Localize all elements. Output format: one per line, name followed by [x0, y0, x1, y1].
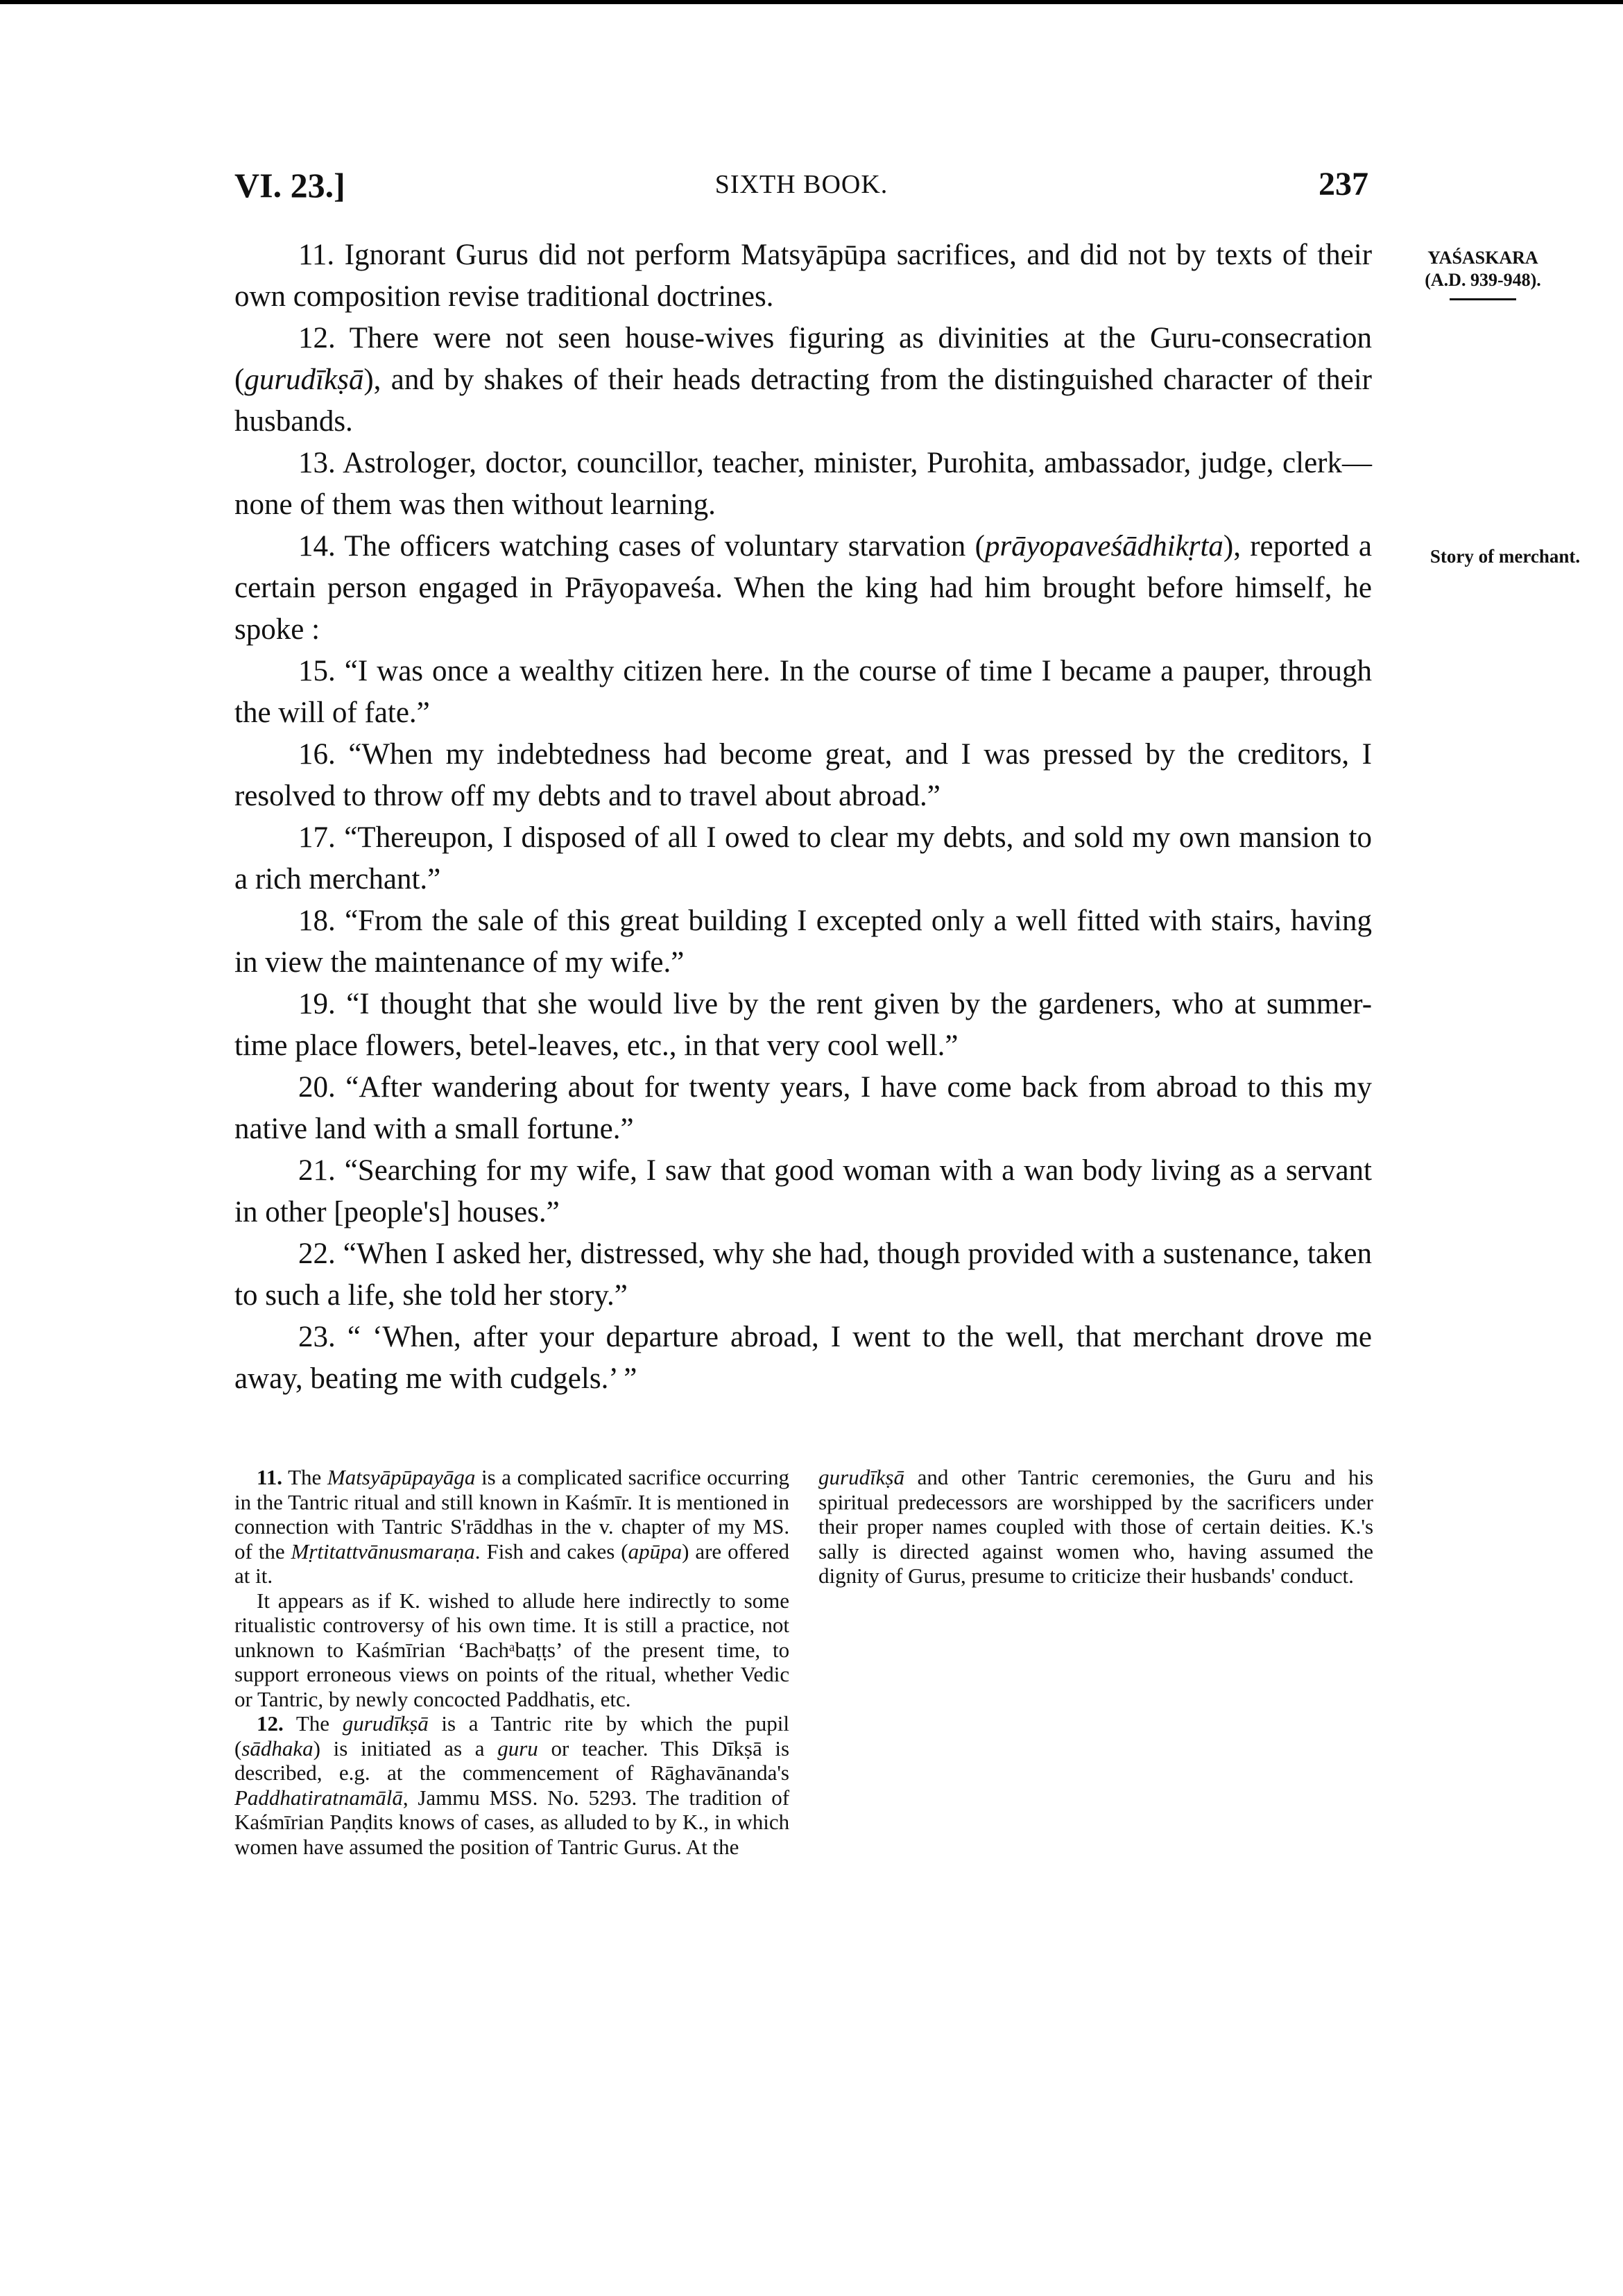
- verse-22: 22. “When I asked her, distressed, why she had, though provided with a sustenance, taken to such a life, she told her story.”: [234, 1237, 1373, 1312]
- running-header: [234, 165, 1368, 214]
- footnote-12: gurudīkṣā and other Tantric ceremonies, the Guru and his spiritual predecessors are worshipped by the sacrificers under their proper names coupled with those of certain deities. K.'s sally is directed against women who, having assumed the dignity of Gurus, presume to criticize their husbands' conduct.: [818, 1465, 1374, 1588]
- book-title: SIXTH BOOK.: [714, 170, 888, 199]
- verse-23: 23. “ ‘When, after your departure abroad, I went to the well, that merchant drove me away, beating me with cudgels.’ ”: [234, 1321, 1373, 1395]
- verse-20: 20. “After wandering about for twenty years, I have come back from abroad to this my native land with a small fortune.”: [234, 1071, 1372, 1145]
- footnote-11: 11. The Matsyāpūpayāga is a complicated sacrifice occurring in the Tantric ritual and still known in Kaśmīr. It is mentioned in connection with Tantric S'rāddhas in the v. chapter of my MS. of the Mṛtitattvānusmaraṇa. Fish and cakes (apūpa) are offered at it.: [234, 1465, 790, 1588]
- reign-name: YAŚASKARA: [1427, 248, 1538, 268]
- verse-21: 21. “Searching for my wife, I saw that good woman with a wan body living as a servant in other [people's] houses.”: [234, 1154, 1373, 1228]
- top-border: [0, 0, 1623, 4]
- reign-dates: (A.D. 939-948).: [1425, 270, 1541, 290]
- footnotes: [234, 1465, 1373, 1881]
- footnote-11-continued: It appears as if K. wished to allude here indirectly to some ritualistic controversy of his own time. It is still a practice, not unknown to Kaśmīrian ‘Bachᵃbaṭṭs’ of the present time, to support erroneous views on points of the ritual, whether Vedic or Tantric, by newly concocted Paddhatis, etc.: [234, 1588, 790, 1711]
- verse-12: 12. There were not seen house-wives figuring as divinities at the Guru-consecration (gurudīkṣā), and by shakes of their heads detracting from the distinguished character of their husbands.: [234, 322, 1372, 438]
- page-number: 237: [1319, 166, 1368, 203]
- verse-13: 13. Astrologer, doctor, councillor, teacher, minister, Purohita, ambassador, judge, clerk—none of them was then without learning.: [234, 447, 1372, 521]
- footnote-12: 12. The gurudīkṣā is a Tantric rite by which the pupil (sādhaka) is initiated as a guru or teacher. This Dīkṣā is described, e.g. at the commencement of Rāghavānanda's Paddhatiratnamālā, Jammu MSS. No. 5293. The tradition of Kaśmīrian Paṇḍits knows of cases, as alluded to by K., in which women have assumed the position of Tantric Gurus. At the: [234, 1711, 790, 1859]
- margin-rule: [1450, 298, 1516, 300]
- verse-14: 14. The officers watching cases of voluntary starvation (prāyopaveśādhikṛta), reported a certain person engaged in Prāyopaveśa. When the king had him brought before himself, he spoke :: [234, 530, 1372, 646]
- verse-11: 11. Ignorant Gurus did not perform Matsyāpūpa sacrifices, and did not by texts of their own composition revise traditional doctrines.: [234, 239, 1373, 313]
- margin-reign-note: [1400, 247, 1566, 300]
- verse-text: [234, 234, 1372, 1400]
- verse-18: 18. “From the sale of this great building I excepted only a well fitted with stairs, having in view the maintenance of my wife.”: [234, 905, 1372, 979]
- verse-19: 19. “I thought that she would live by the rent given by the gardeners, who at summer-time place flowers, betel-leaves, etc., in that very cool well.”: [234, 988, 1373, 1062]
- footnote-column-left: [234, 1465, 789, 1859]
- verse-17: 17. “Thereupon, I disposed of all I owed to clear my debts, and sold my own mansion to a rich merchant.”: [234, 821, 1373, 896]
- verse-16: 16. “When my indebtedness had become great, and I was pressed by the creditors, I resolved to throw off my debts and to travel about abroad.”: [234, 738, 1373, 812]
- footnote-column-right: [818, 1465, 1373, 1588]
- chapter-verse-ref: VI. 23.]: [234, 166, 345, 205]
- verse-15: 15. “I was once a wealthy citizen here. In the course of time I became a pauper, through the will of fate.”: [234, 655, 1372, 729]
- margin-story-note: Story of merchant.: [1429, 546, 1581, 567]
